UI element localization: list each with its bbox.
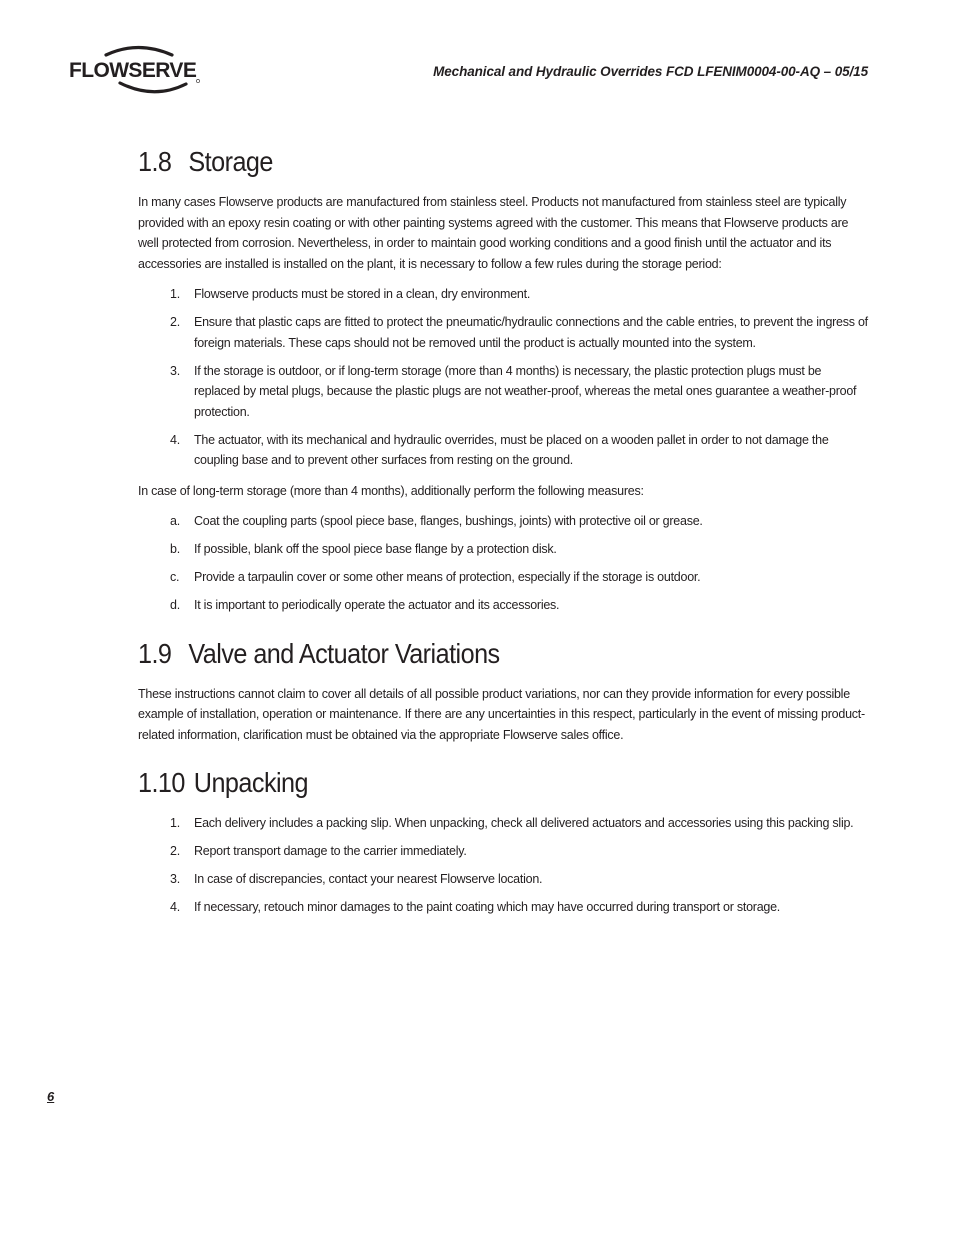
list-item [138,567,870,588]
section-title: Storage [188,146,273,177]
list-item [138,511,870,532]
section-variations [138,638,870,746]
section-number: 1.9 [138,637,172,669]
list-item [138,430,870,471]
list-item-text: Provide a tarpaulin cover or some other means of protection, especially if the storage is outdoor. [194,570,701,584]
list-marker: b. [170,542,180,556]
logo-wordmark: FLOWSERVE [69,59,197,82]
section-unpacking [138,767,870,918]
list-item [138,897,870,918]
variations-body: These instructions cannot claim to cover all details of all possible product variations, nor can they provide information for every possible example of installation, operation or maintenance. If there are any uncertainties in this respect, particularly in the event of missing product-related information, clarification must be obtained via the appropriate Flowserve sales office. [138,686,865,742]
list-marker: 1. [170,816,180,830]
list-item-text: If the storage is outdoor, or if long-term storage (more than 4 months) is necessary, the plastic protection plugs must be replaced by metal plugs, because the plastic plugs are not weather-proof, whereas the metal ones guarantee a weather-proof protection. [194,363,857,419]
list-item [138,312,870,353]
list-item-text: Coat the coupling parts (spool piece base, flanges, bushings, joints) with protective oil or grease. [194,514,703,528]
list-marker: 1. [170,287,180,301]
list-item-text: If possible, blank off the spool piece base flange by a protection disk. [194,542,557,556]
list-marker: 3. [170,363,180,378]
list-marker: 4. [170,432,180,447]
list-item-text: Flowserve products must be stored in a clean, dry environment. [194,287,531,301]
section-title: Valve and Actuator Variations [188,637,500,669]
long-term-measures-list [138,511,870,616]
section-number: 1.8 [138,146,172,177]
list-item-text: If necessary, retouch minor damages to the paint coating which may have occurred during transport or storage. [194,900,781,914]
storage-rules-list [138,284,870,471]
page-content [138,146,870,940]
list-item [138,841,870,862]
section-heading-unpacking [138,767,797,799]
list-marker: d. [170,598,180,612]
list-item [138,595,870,616]
flowserve-logo [68,44,208,96]
section-heading-storage [138,146,797,178]
list-item [138,869,870,890]
list-item-text: Each delivery includes a packing slip. When unpacking, check all delivered actuators and accessories using this packing slip. [194,816,854,830]
list-item [138,539,870,560]
page-number: 6 [47,1089,55,1104]
section-storage [138,146,870,616]
section-heading-variations [138,638,797,670]
list-item-text: Ensure that plastic caps are fitted to protect the pneumatic/hydraulic connections and the cable entries, to prevent the ingress of foreign materials. These caps should not be removed until the product is actually mounted into the system. [194,315,868,350]
list-marker: a. [170,514,180,528]
section-number: 1.10 [138,767,185,798]
list-marker: 2. [170,844,180,858]
list-item-text: In case of discrepancies, contact your nearest Flowserve location. [194,872,543,886]
list-marker: c. [170,570,180,584]
list-marker: 3. [170,872,180,886]
long-term-intro: In case of long-term storage (more than 4 months), additionally perform the following measures: [138,483,644,498]
list-marker: 2. [170,315,180,329]
list-marker: 4. [170,900,180,914]
unpacking-steps-list [138,813,870,918]
list-item [138,284,870,305]
list-item [138,361,870,423]
list-item [138,813,870,834]
document-title: Mechanical and Hydraulic Overrides FCD LFENIM0004-00-AQ – 05/15 [433,64,868,79]
storage-intro: In many cases Flowserve products are manufactured from stainless steel. Products not manufactured from stainless steel are typically provided with an epoxy resin coating or with other painting systems agreed with the customer. This means that Flowserve products are well protected from corrosion. Nevertheless, in order to maintain good working conditions and a good finish until the actuator and its accessories are installed is installed on the plant, it is necessary to follow a few rules during the storage period: [138,195,849,271]
list-item-text: It is important to periodically operate the actuator and its accessories. [194,598,560,612]
section-title: Unpacking [193,767,309,798]
list-item-text: Report transport damage to the carrier immediately. [194,844,467,858]
list-item-text: The actuator, with its mechanical and hydraulic overrides, must be placed on a wooden pallet in order to not damage the coupling base and to prevent other surfaces from resting on the ground. [194,432,829,467]
